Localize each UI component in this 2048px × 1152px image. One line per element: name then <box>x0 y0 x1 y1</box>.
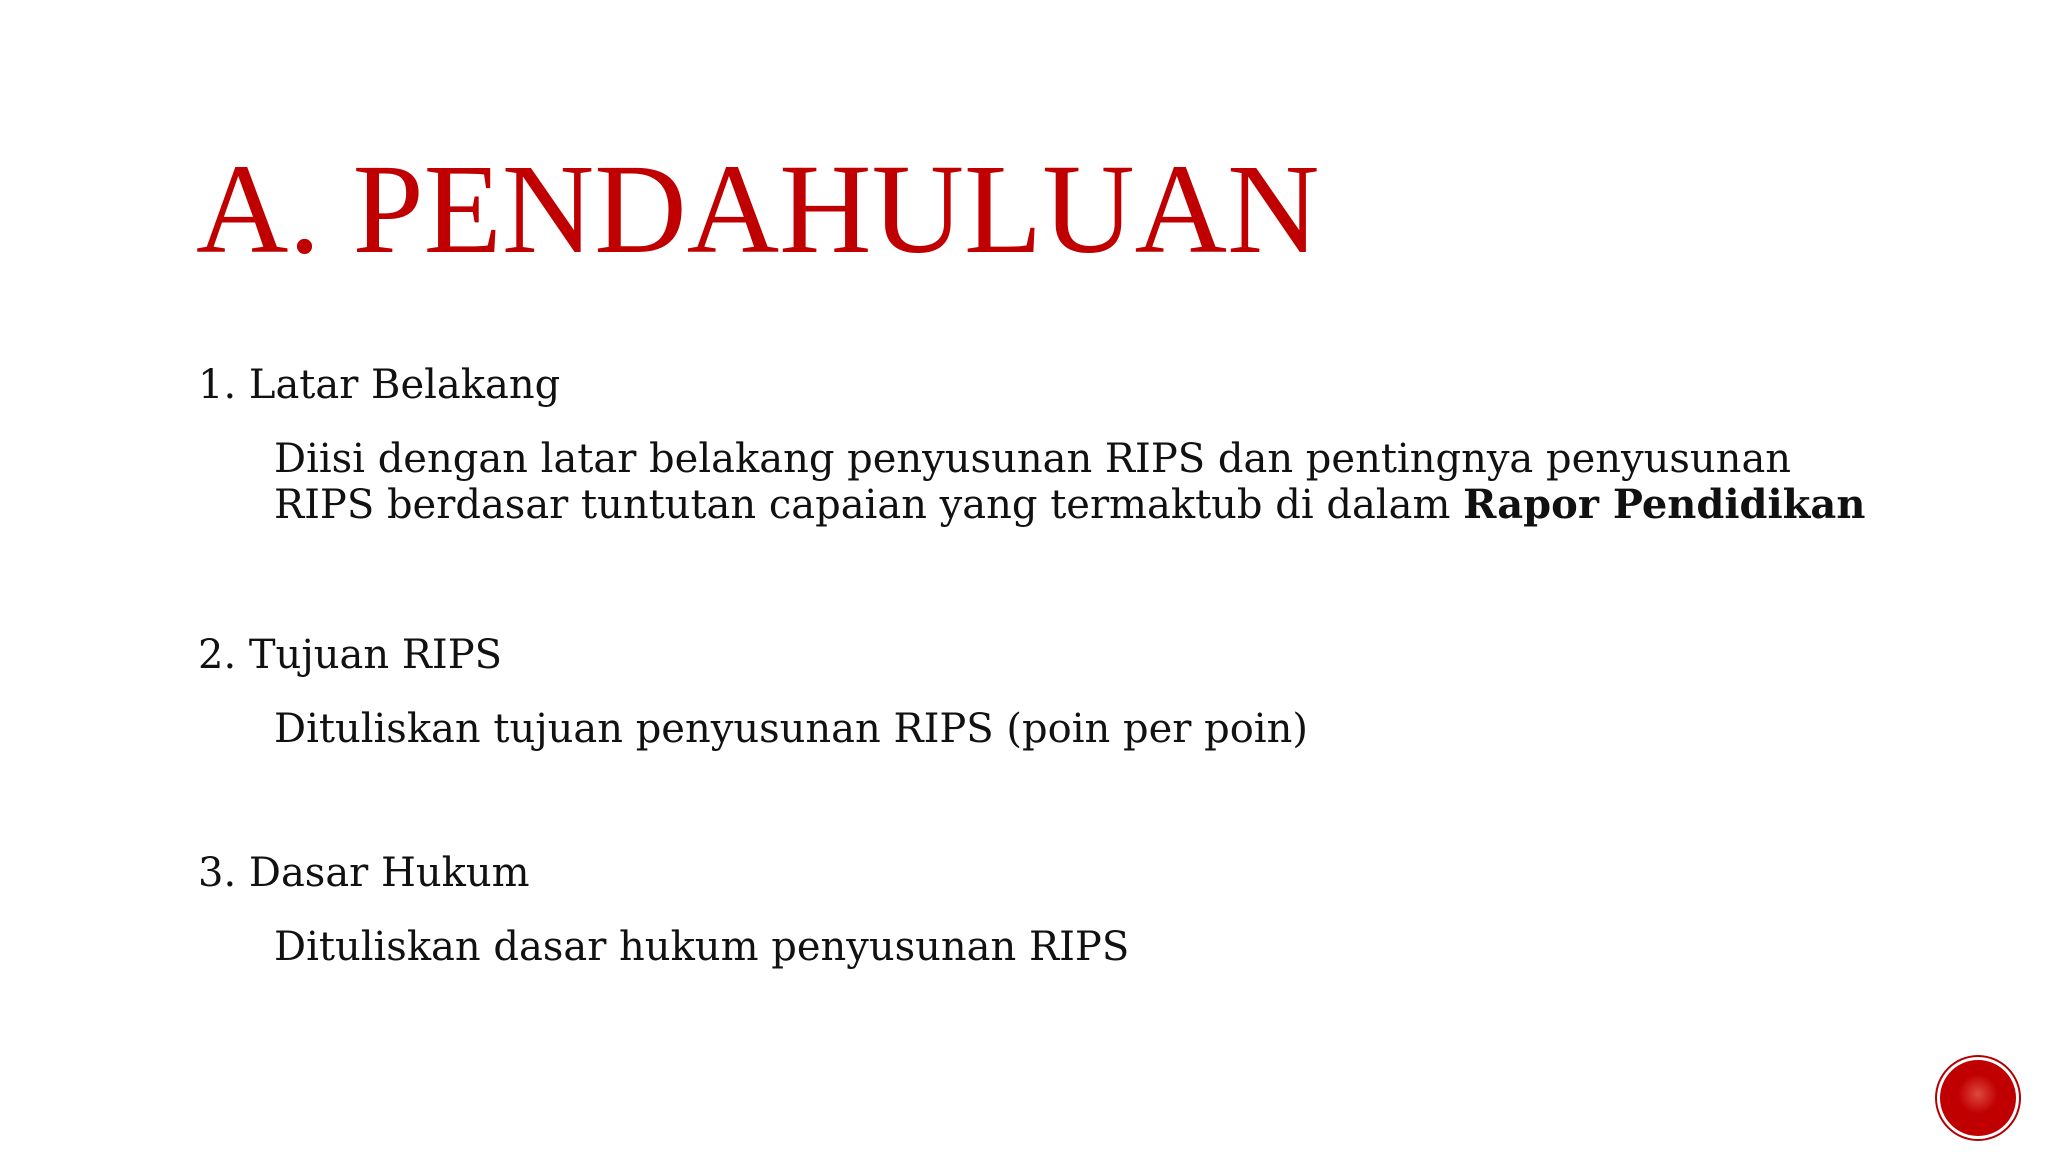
body-line: Dituliskan tujuan penyusunan RIPS (poin per poin) <box>274 706 1308 752</box>
body-line <box>274 482 1898 528</box>
section-body <box>274 924 1898 970</box>
section-latar-belakang <box>198 362 1898 528</box>
circle-nav-icon[interactable] <box>1940 1060 2016 1136</box>
section-heading: 1. Latar Belakang <box>198 362 561 408</box>
section-body <box>274 436 1898 528</box>
body-line: Dituliskan dasar hukum penyusunan RIPS <box>274 924 1130 970</box>
body-line-text: RIPS berdasar tuntutan capaian yang termaktub di dalam <box>274 482 1464 528</box>
section-heading: 3. Dasar Hukum <box>198 850 530 896</box>
body-line: Diisi dengan latar belakang penyusunan RIPS dan pentingnya penyusunan <box>274 436 1792 482</box>
bold-term-rapor-pendidikan: Rapor Pendidikan <box>1463 481 1866 528</box>
section-body <box>274 706 1898 752</box>
slide-content <box>198 362 1898 970</box>
section-heading: 2. Tujuan RIPS <box>198 632 503 678</box>
slide-title: A. PENDAHULUAN <box>196 138 1320 280</box>
section-tujuan-rips <box>198 632 1898 752</box>
section-dasar-hukum <box>198 850 1898 970</box>
